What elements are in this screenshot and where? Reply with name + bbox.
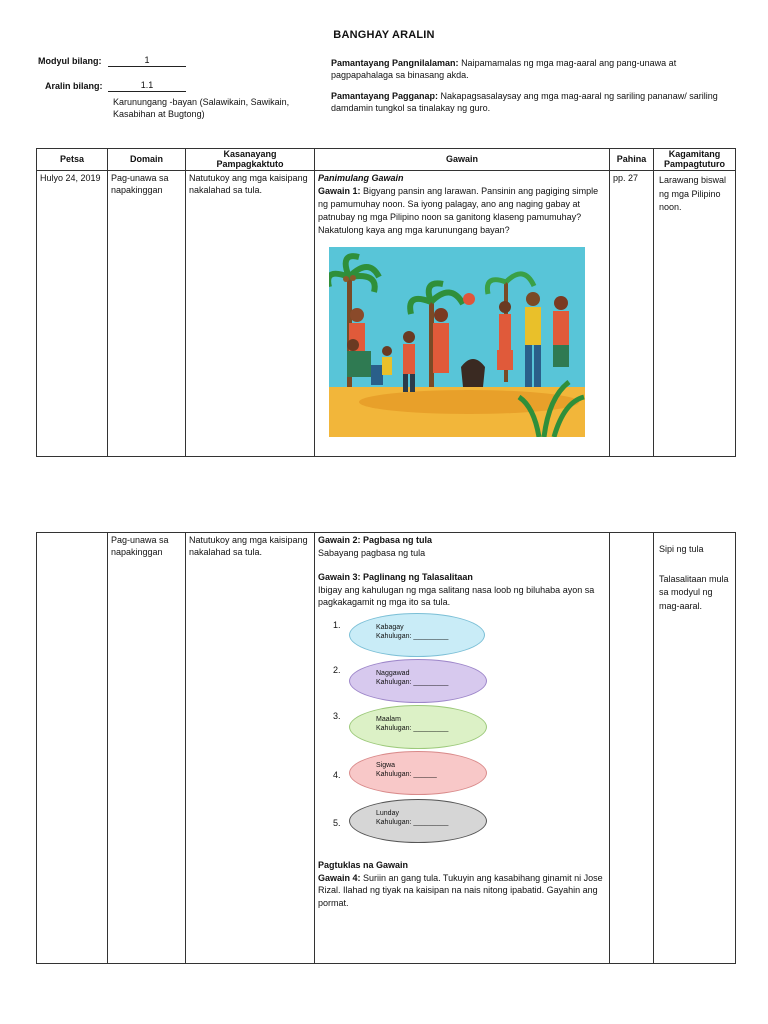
cell-pahina: pp. 27 (610, 171, 654, 457)
pangnilalaman-label: Pamantayang Pangnilalaman: (331, 58, 459, 68)
vocab-num: 4. (333, 769, 341, 780)
gawain-1-text: Bigyang pansin ang larawan. Pansinin ang pagiging simple ng pamumuhay noon. Sa iyong palagay, ano ang naging gabay at patnubay ng mga Pilipino noon sa ganitong klaseng pamumuhay? Nakatulong kaya ang mga karunungang bayan? (318, 186, 599, 236)
pamantayang-pagganap (331, 90, 731, 114)
aralin-topic: Karunungang -bayan (Salawikain, Sawikain, Kasabihan at Bugtong) (113, 97, 290, 120)
cell-domain: Pag-unawa sa napakinggan (108, 533, 186, 964)
cell-petsa: Hulyo 24, 2019 (37, 171, 108, 457)
cell-pahina-empty (610, 533, 654, 964)
illustration-family-beach (329, 247, 585, 437)
cell-kasanayan: Natutukoy ang mga kaisipang nakalahad sa tula. (186, 171, 315, 457)
col-kasanayan: Kasanayang Pampagkaktuto (186, 149, 315, 171)
cell-domain: Pag-unawa sa napakinggan (108, 171, 186, 457)
vocab-meaning: Kahulugan: _________ (376, 679, 449, 687)
panimulang-gawain-heading: Panimulang Gawain (318, 173, 404, 183)
cell-gawain (315, 171, 610, 457)
gawain-2-text: Sabayang pagbasa ng tula (318, 547, 426, 558)
modyul-value: 1 (108, 54, 186, 67)
vocab-meaning: Kahulugan: _________ (376, 633, 449, 641)
vocab-oval-sigwa (349, 751, 487, 795)
vocab-oval-maalam (349, 705, 487, 749)
vocab-word: Lunday (376, 809, 399, 817)
col-petsa: Petsa (37, 149, 108, 171)
vocab-word: Sigwa (376, 761, 396, 769)
vocab-num: 2. (333, 664, 341, 675)
vocab-meaning: Kahulugan: _________ (376, 725, 449, 733)
cell-gawain (315, 533, 610, 964)
col-pahina: Pahina (610, 149, 654, 171)
aralin-value: 1.1 (108, 79, 186, 92)
page-title: BANGHAY ARALIN (333, 29, 435, 41)
gawain-1 (318, 185, 606, 237)
lesson-table-2 (36, 532, 736, 964)
table-row (37, 171, 736, 457)
gawain-3-title: Gawain 3: Paglinang ng Talasalitaan (318, 572, 473, 583)
vocab-word: Maalam (376, 715, 401, 723)
pangnilalaman-text: Naipamamalas ng mga mag-aaral ang pang-unawa at pagpapahalaga sa binasang akda. (331, 58, 677, 81)
vocab-num: 5. (333, 817, 341, 828)
vocab-oval-kabagay (349, 613, 485, 657)
gawain-4-label: Gawain 4: (318, 872, 361, 883)
cell-petsa-empty (37, 533, 108, 964)
table-header-row (37, 149, 736, 171)
cell-kagamitan: Larawang biswal ng mga Pilipino noon. (654, 171, 736, 457)
vocab-oval-naggawad (349, 659, 487, 703)
kagamitan-1: Sipi ng tula (659, 544, 704, 554)
gawain-2-title: Gawain 2: Pagbasa ng tula (318, 535, 433, 545)
col-gawain: Gawain (315, 149, 610, 171)
vocab-ovals (318, 609, 606, 859)
pagganap-text: Nakapagsasalaysay ang mga mag-aaral ng sariling pananaw/ sariling damdamin tungkol sa tinalakay ng guro. (331, 91, 718, 114)
kagamitan-2: Talasalitaan mula sa modyul ng mag-aaral. (659, 573, 729, 611)
vocab-meaning: Kahulugan: _________ (376, 819, 449, 827)
pagganap-label: Pamantayang Pagganap: (331, 91, 439, 101)
cell-kagamitan (654, 533, 736, 964)
vocab-word: Naggawad (376, 669, 410, 677)
cell-kasanayan: Natutukoy ang mga kaisipang nakalahad sa tula. (186, 533, 315, 964)
pamantayang-pangnilalaman (331, 57, 701, 81)
vocab-oval-lunday (349, 799, 487, 843)
vocab-num: 1. (333, 619, 341, 630)
vocab-word: Kabagay (376, 623, 404, 631)
family-illustration-image (329, 247, 585, 437)
vocab-meaning: Kahulugan: ______ (376, 771, 437, 779)
gawain-1-label: Gawain 1: (318, 186, 361, 197)
aralin-label: Aralin bilang: (45, 81, 103, 91)
col-kagamitan: Kagamitang Pampagtuturo (654, 149, 736, 171)
gawain-4-text: Suriin an gang tula. Tukuyin ang kasabihang ginamit ni Jose Rizal. Ilahad ng tiyak na kaisipan na nais nitong ipabatid. Gayahin ang pormat. (318, 872, 603, 908)
lesson-table-1 (36, 148, 736, 457)
col-domain: Domain (108, 149, 186, 171)
gawain-3-text: Ibigay ang kahulugan ng mga salitang nasa loob ng biluhaba ayon sa pagkakagamit ng mga ito sa tula. (318, 584, 595, 608)
vocab-num: 3. (333, 710, 341, 721)
pagtuklas-title: Pagtuklas na Gawain (318, 859, 409, 870)
modyul-label: Modyul bilang: (38, 56, 102, 66)
gawain-4 (318, 872, 606, 910)
table-row (37, 533, 736, 964)
